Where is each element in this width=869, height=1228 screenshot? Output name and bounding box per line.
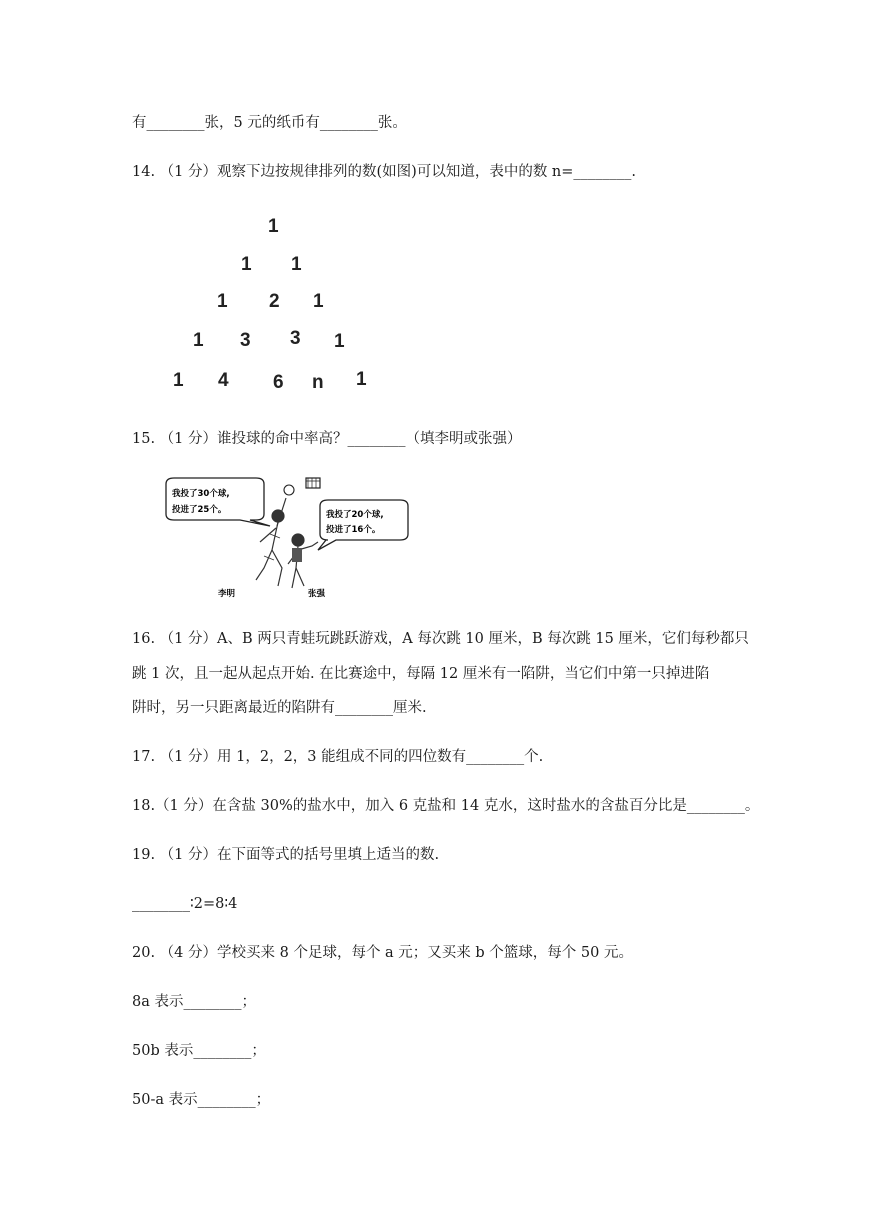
triangle-r5-c5: 1 [356, 369, 367, 390]
triangle-r4-c2: 3 [240, 330, 251, 351]
triangle-r5-c4: n [312, 372, 324, 393]
q19-equation: ________∶2=8∶4 [132, 896, 238, 912]
bubble-left-line2: 投进了25个。 [172, 505, 227, 515]
q16-line3: 阱时，另一只距离最近的陷阱有________厘米. [132, 700, 427, 716]
player-left-name: 李明 [218, 589, 236, 599]
triangle-r5-c1: 1 [173, 370, 184, 391]
q20-text: 20. （4 分）学校买来 8 个足球，每个 a 元；又买来 b 个篮球，每个 50 元。 [132, 945, 633, 961]
bubble-left-line1: 我投了30个球, [172, 489, 230, 499]
triangle-r2-c1: 1 [241, 254, 252, 275]
q18-text: 18.（1 分）在含盐 30%的盐水中，加入 6 克盐和 14 克水，这时盐水的含盐百分比是________。 [132, 798, 760, 814]
triangle-r4-c3: 3 [290, 328, 301, 349]
triangle-r1-c1: 1 [268, 216, 279, 237]
q16-line2: 跳 1 次，且一起从起点开始. 在比赛途中，每隔 12 厘米有一陷阱，当它们中第一只掉进陷 [132, 666, 710, 682]
q16-line1: 16. （1 分）A、B 两只青蛙玩跳跃游戏，A 每次跳 10 厘米，B 每次跳 15 厘米，它们每秒都只 [132, 631, 749, 647]
q17-text: 17. （1 分）用 1，2，2，3 能组成不同的四位数有________个. [132, 749, 544, 765]
bubble-right-line1: 我投了20个球, [326, 510, 384, 520]
q20-part-a: 8a 表示________； [132, 994, 256, 1010]
triangle-r3-c2: 2 [269, 291, 280, 312]
q19-text: 19. （1 分）在下面等式的括号里填上适当的数. [132, 847, 440, 863]
q20-part-c: 50-a 表示________； [132, 1092, 271, 1108]
player-right-figure [288, 534, 318, 588]
q13-continuation: 有________张，5 元的纸币有________张。 [132, 115, 407, 131]
player-right-name: 张强 [308, 589, 326, 599]
triangle-r5-c2: 4 [218, 370, 229, 391]
triangle-r4-c1: 1 [193, 330, 204, 351]
triangle-r3-c1: 1 [217, 291, 228, 312]
basketball-illustration [160, 472, 420, 602]
triangle-r5-c3: 6 [273, 372, 284, 393]
ball-icon [284, 485, 294, 495]
triangle-r2-c2: 1 [291, 254, 302, 275]
triangle-r4-c4: 1 [334, 331, 345, 352]
basket-icon [306, 478, 320, 488]
q15-text: 15. （1 分）谁投球的命中率高？________（填李明或张强） [132, 431, 522, 447]
q14-text: 14. （1 分）观察下边按规律排列的数(如图)可以知道，表中的数 n=________. [132, 164, 637, 180]
bubble-right-line2: 投进了16个。 [326, 525, 381, 535]
triangle-r3-c3: 1 [313, 291, 324, 312]
speech-bubble-left [166, 478, 270, 526]
q20-part-b: 50b 表示________； [132, 1043, 266, 1059]
